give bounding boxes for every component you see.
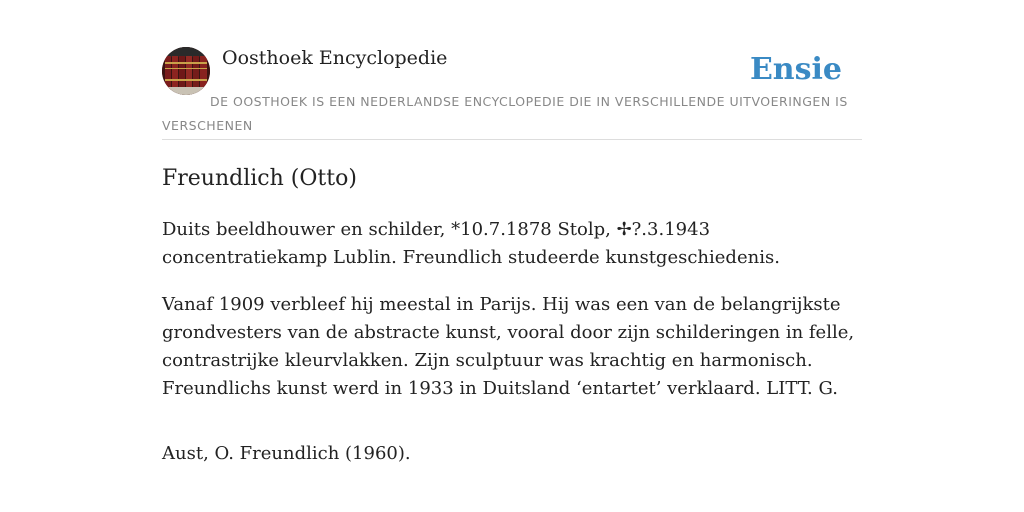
article-paragraph: Vanaf 1909 verbleef hij meestal in Parijs. Hij was een van de belangrijkste grondvesters van de abstracte kunst, vooral door zijn schilderingen in felle, contrastrijke kleurvlakken. Zijn sculptuur was krachtig en harmonisch. Freundlichs kunst werd in 1933 in Duitsland ‘entartet’ verklaard. LITT. G. [162,294,855,399]
header [162,0,862,140]
site-tagline: DE OOSTHOEK IS EEN NEDERLANDSE ENCYCLOPEDIE DIE IN VERSCHILLENDE UITVOERINGEN IS VERSCHENEN [162,94,848,133]
brand-logo[interactable]: Ensie [749,52,842,87]
site-name[interactable]: Oosthoek Encyclopedie [222,47,448,69]
article-paragraph: Duits beeldhouwer en schilder, *10.7.1878 Stolp, ✢?.3.1943 concentratiekamp Lublin. Freundlich studeerde kunstgeschiedenis. [162,219,780,268]
article-reference: Aust, O. Freundlich (1960). [162,443,411,464]
page [162,0,862,512]
article-title: Freundlich (Otto) [162,166,357,191]
encyclopedia-books-icon[interactable] [162,47,210,95]
article-body [162,216,862,487]
